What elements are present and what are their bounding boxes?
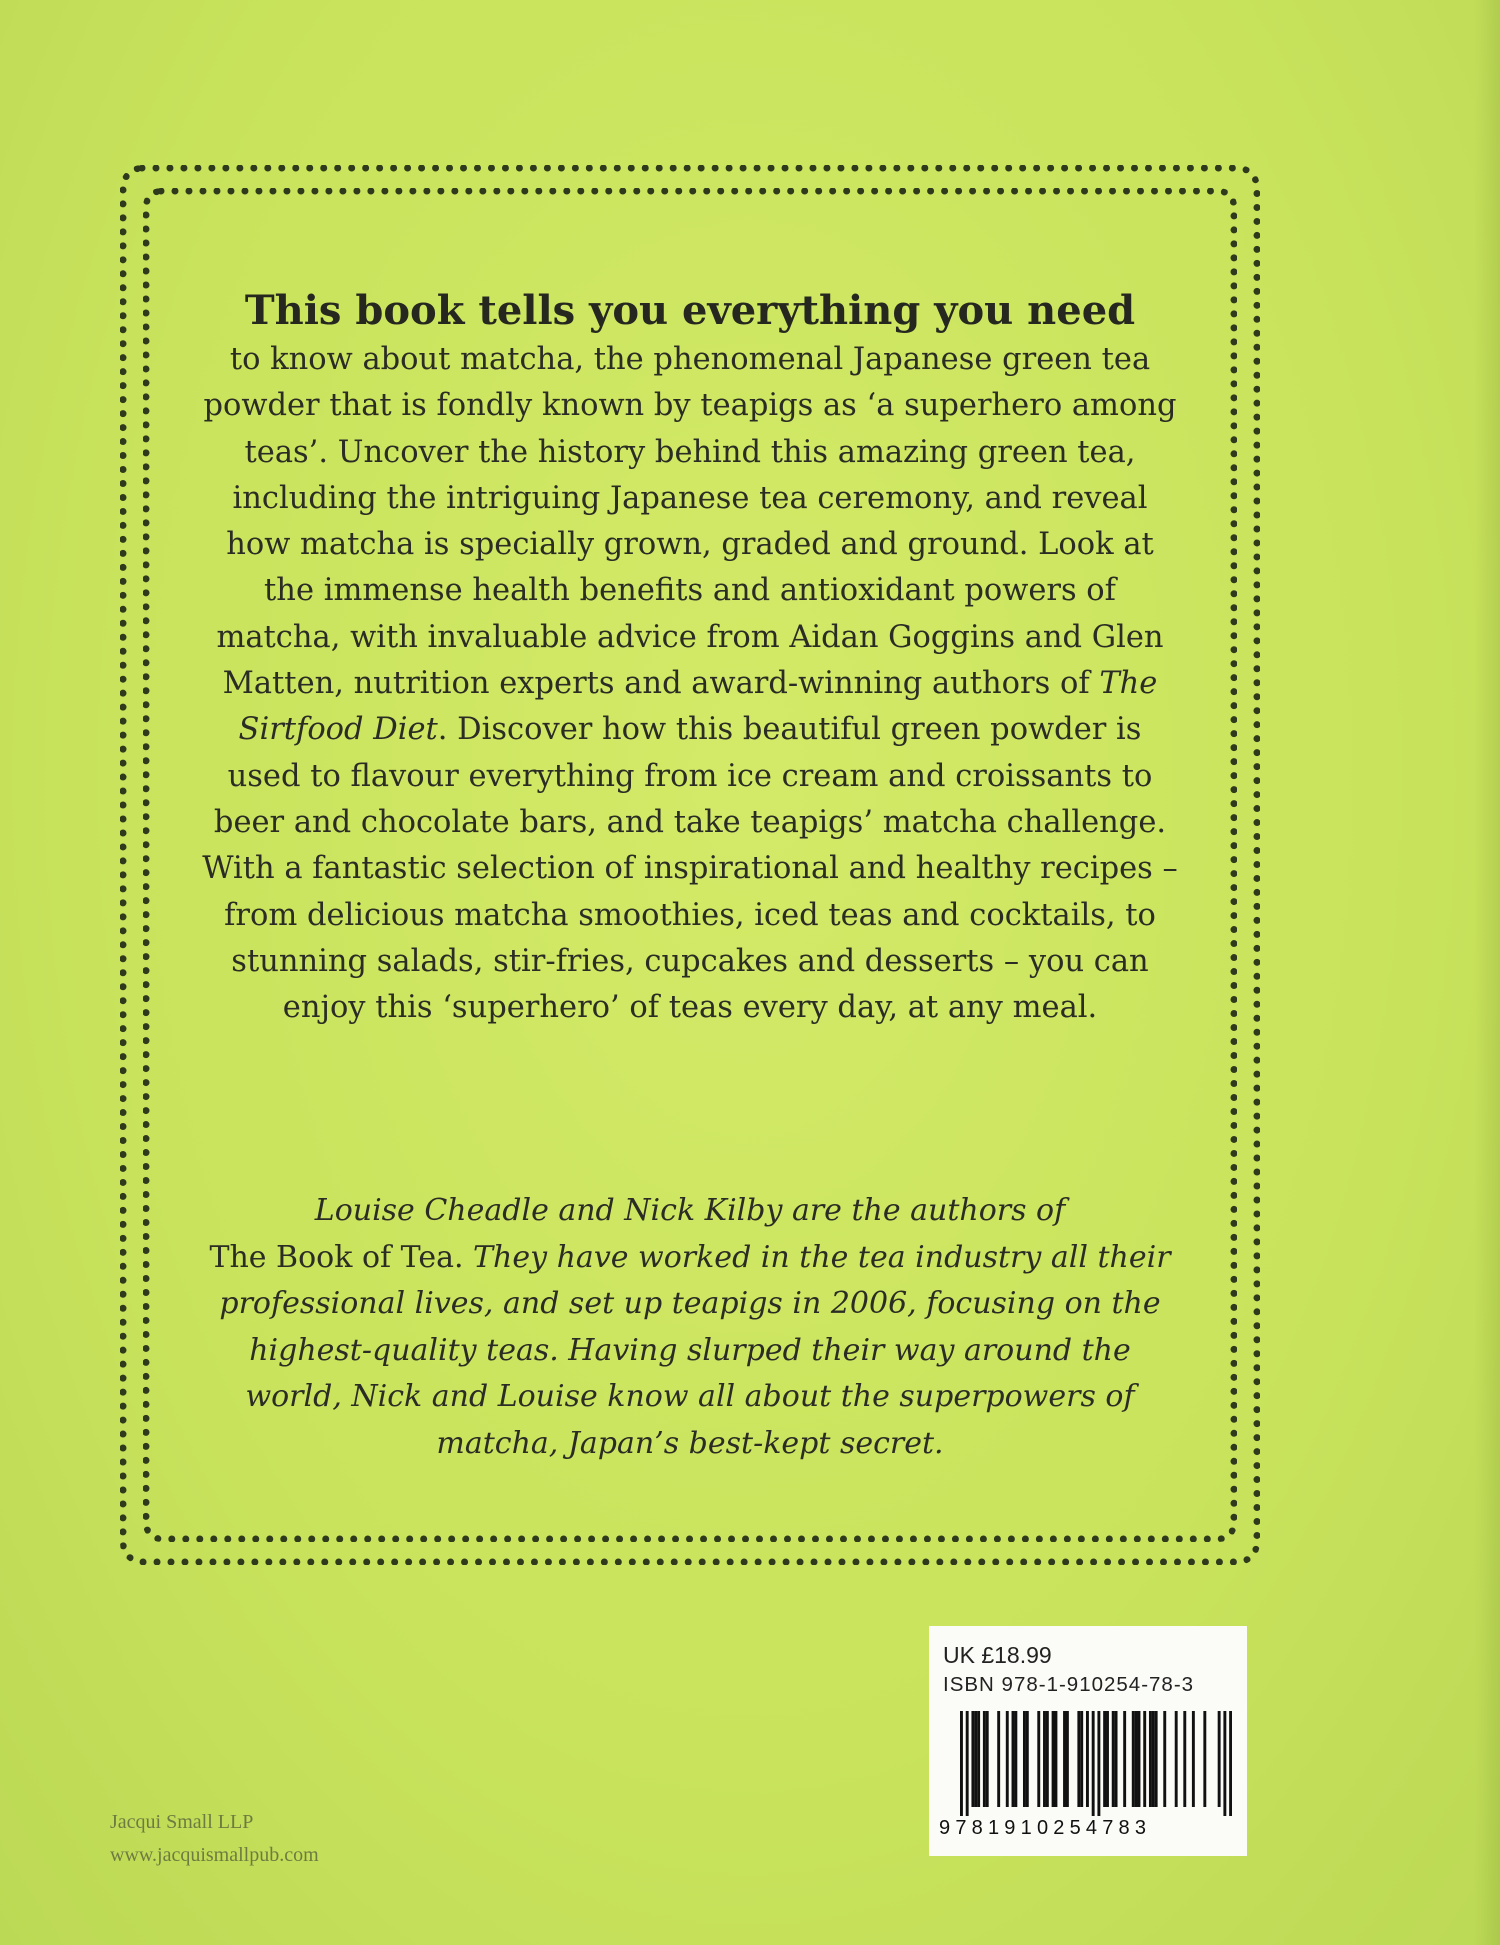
blurb-body-text-continued: . Discover how this beautiful green powder is used to flavour everything from ice cream and croissants to beer and chocolate bars, and take teapigs’ matcha challenge. With a fantastic selection of inspirational and healthy recipes – from delicious matcha smoothies, iced teas and cocktails, to stunning salads, stir-fries, cupcakes and desserts – you can enjoy this ‘superhero’ of teas every day, at any meal. — [202, 712, 1178, 1026]
barcode-bar — [1132, 1711, 1135, 1807]
author-bio-rest: They have worked in the tea industry all their professional lives, and set up teapigs in 2006, focusing on the highest-quality teas. Having slurped their way around the world, Nick and Louise know all about the superpowers of matcha, Japan’s best-kept secret. — [219, 1239, 1171, 1461]
isbn-label: ISBN 978-1-910254-78-3 — [943, 1673, 1195, 1696]
barcode-bar — [1115, 1711, 1118, 1807]
barcode-bar — [1066, 1711, 1069, 1807]
barcode-bar — [1026, 1711, 1029, 1807]
barcode-bar — [1103, 1711, 1106, 1807]
author-bio-intro: Louise Cheadle and Nick Kilby are the authors of — [314, 1193, 1066, 1228]
barcode-bar — [1138, 1711, 1141, 1807]
barcode-bar — [1135, 1711, 1138, 1807]
barcode-bar — [1218, 1711, 1221, 1807]
barcode-bar — [1080, 1711, 1083, 1807]
barcode-bar — [1063, 1711, 1066, 1807]
author-bio — [200, 1188, 1180, 1467]
price-label: UK £18.99 — [943, 1642, 1052, 1668]
barcode-bar — [1023, 1711, 1026, 1807]
barcode-bar — [1046, 1711, 1049, 1807]
barcode-bar — [1086, 1711, 1089, 1807]
barcode-bar — [997, 1711, 1000, 1807]
barcode — [960, 1711, 1232, 1816]
barcode-bar — [1106, 1711, 1109, 1807]
spine-shadow — [1474, 0, 1500, 1945]
barcode-bar — [971, 1711, 974, 1807]
blurb-body — [200, 337, 1180, 1031]
barcode-bar — [1192, 1711, 1195, 1807]
author-book-title: The Book of Tea. — [209, 1239, 464, 1275]
barcode-bar — [1052, 1711, 1055, 1807]
publisher-name: Jacqui Small LLP — [110, 1811, 254, 1833]
barcode-bar — [1203, 1711, 1206, 1807]
barcode-bar — [1037, 1711, 1040, 1807]
barcode-bar — [1112, 1711, 1115, 1807]
barcode-bar — [977, 1711, 980, 1807]
barcode-bar — [1012, 1711, 1015, 1807]
barcode-bar — [966, 1711, 969, 1816]
barcode-bar — [1223, 1711, 1226, 1816]
barcode-bar — [1077, 1711, 1080, 1807]
barcode-bar — [960, 1711, 963, 1816]
blurb-body-text: to know about matcha, the phenomenal Japanese green tea powder that is fondly known by teapigs as ‘a superhero among teas’. Uncover the history behind this amazing green tea, including the intriguing Japanese tea ceremony, and reveal how matcha is specially grown, graded and ground. Look at the immense health benefits and antioxidant powers of matcha, with invaluable advice from Aidan Goggins and Glen Matten, nutrition experts and award-winning authors of — [203, 342, 1177, 702]
barcode-bar — [1149, 1711, 1152, 1807]
barcode-bar — [1183, 1711, 1186, 1807]
barcode-bar — [1155, 1711, 1158, 1807]
barcode-bar — [1006, 1711, 1009, 1807]
barcode-bar — [1175, 1711, 1178, 1807]
barcode-bar — [1163, 1711, 1166, 1807]
barcode-bar — [1014, 1711, 1017, 1807]
barcode-bar — [1092, 1711, 1095, 1816]
barcode-bar — [983, 1711, 986, 1807]
barcode-bar — [1054, 1711, 1057, 1807]
barcode-bar — [1123, 1711, 1126, 1807]
barcode-bar — [986, 1711, 989, 1807]
blurb-section — [200, 285, 1180, 1031]
blurb-book-title: The Sirtfood Diet — [238, 666, 1158, 748]
barcode-bar — [1152, 1711, 1155, 1807]
barcode-bar — [974, 1711, 977, 1807]
publisher-info — [110, 1806, 319, 1872]
price-barcode-sticker — [929, 1626, 1247, 1856]
barcode-bar — [1097, 1711, 1100, 1816]
barcode-digits: 9781910254783 — [939, 1817, 1152, 1839]
barcode-bar — [1229, 1711, 1232, 1816]
blurb-headline: This book tells you everything you need — [244, 287, 1136, 334]
barcode-bar — [1043, 1711, 1046, 1807]
barcode-bar — [1143, 1711, 1146, 1807]
publisher-website: www.jacquismallpub.com — [110, 1844, 319, 1866]
